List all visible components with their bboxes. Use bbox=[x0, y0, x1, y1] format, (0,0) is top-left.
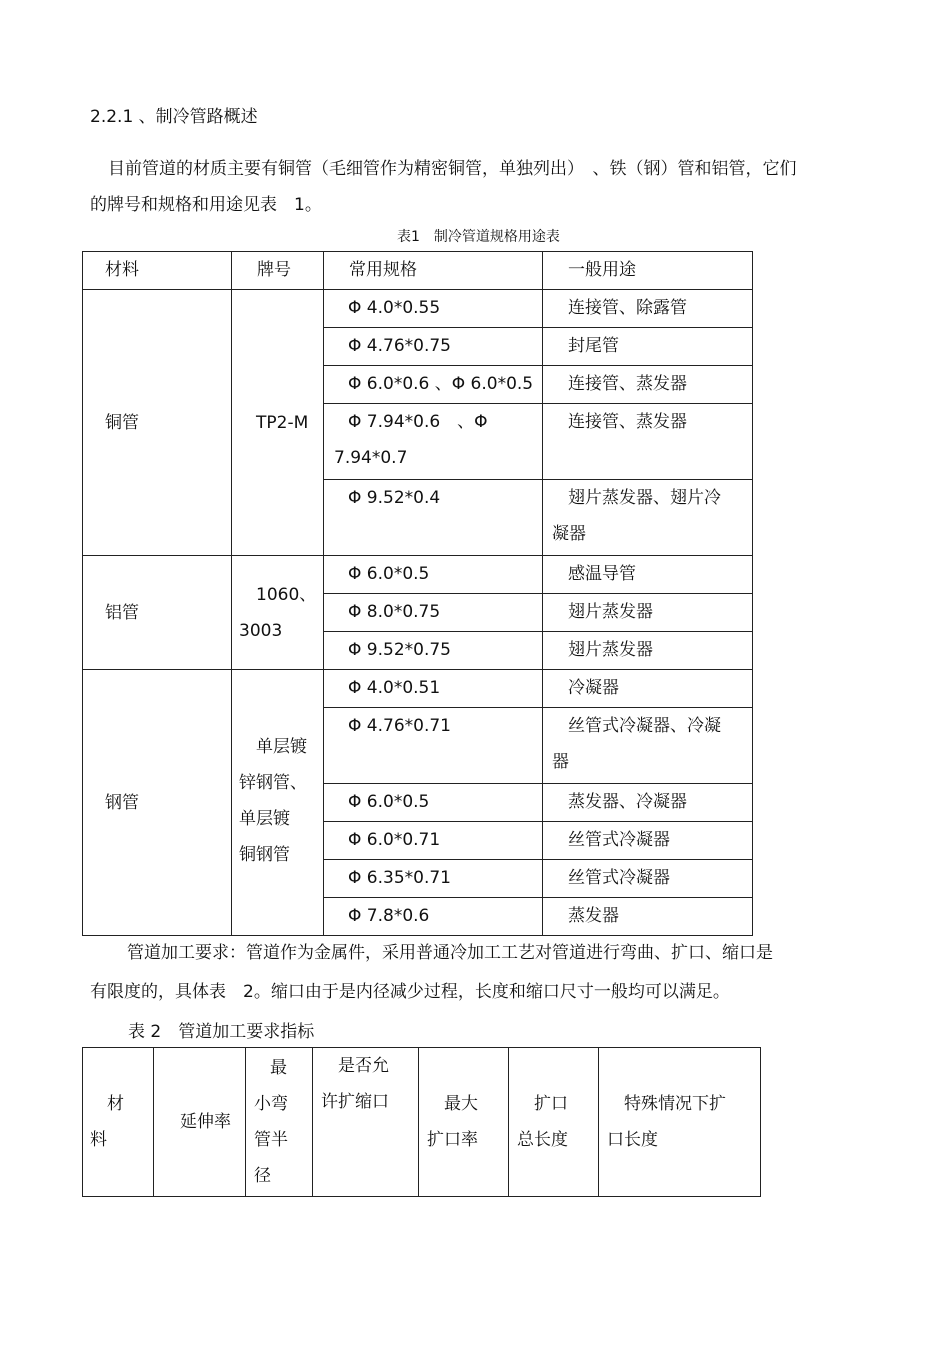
spec-cell: Φ 9.52*0.75 bbox=[324, 632, 543, 670]
header-line: 总长度 bbox=[517, 1130, 568, 1150]
use-cell: 蒸发器 bbox=[543, 898, 753, 936]
header-material: 材料 bbox=[83, 252, 232, 290]
table-row bbox=[83, 670, 753, 708]
grade-copper: TP2-M bbox=[232, 290, 324, 556]
grade-line: 单层镀 bbox=[239, 808, 290, 829]
use-cell: 蒸发器、冷凝器 bbox=[543, 784, 753, 822]
table-row bbox=[83, 556, 753, 594]
grade-aluminum bbox=[232, 556, 324, 670]
table-row bbox=[83, 290, 753, 328]
table2-caption: 表 2 管道加工要求指标 bbox=[128, 1022, 315, 1042]
use-cell bbox=[543, 480, 753, 556]
header-line: 小弯 bbox=[254, 1094, 288, 1114]
header-grade: 牌号 bbox=[232, 252, 324, 290]
header-line: 最大 bbox=[444, 1094, 478, 1114]
use-cell: 冷凝器 bbox=[543, 670, 753, 708]
spec-cell: Φ 4.76*0.71 bbox=[324, 708, 543, 784]
grade-line: 1060、 bbox=[256, 584, 317, 605]
header-use: 一般用途 bbox=[543, 252, 753, 290]
spec-cell: Φ 7.8*0.6 bbox=[324, 898, 543, 936]
header-special-flare-length bbox=[599, 1048, 761, 1197]
header-line: 材 bbox=[107, 1094, 124, 1114]
spec-cell: Φ 6.0*0.5 bbox=[324, 784, 543, 822]
spec-cell: Φ 6.0*0.6 、Φ 6.0*0.5 bbox=[324, 366, 543, 404]
use-cell: 丝管式冷凝器 bbox=[543, 822, 753, 860]
spec-cell: Φ 6.35*0.71 bbox=[324, 860, 543, 898]
intro-line-1: 目前管道的材质主要有铜管（毛细管作为精密铜管，单独列出） 、铁（钢）管和铝管，它们 bbox=[108, 159, 797, 179]
use-cell: 翅片蒸发器 bbox=[543, 594, 753, 632]
use-line: 器 bbox=[552, 752, 569, 772]
header-line: 径 bbox=[254, 1166, 271, 1186]
header-line: 口长度 bbox=[607, 1130, 658, 1150]
spec-cell: Φ 6.0*0.5 bbox=[324, 556, 543, 594]
header-line: 扩口率 bbox=[427, 1130, 478, 1150]
header-line: 管半 bbox=[254, 1130, 288, 1150]
spec-line: Φ 7.94*0.6 、Φ bbox=[348, 412, 488, 432]
use-cell: 翅片蒸发器 bbox=[543, 632, 753, 670]
table1-caption: 表1 制冷管道规格用途表 bbox=[397, 229, 560, 245]
header-line: 特殊情况下扩 bbox=[624, 1094, 726, 1114]
use-line: 凝器 bbox=[552, 524, 586, 544]
spec-cell: Φ 6.0*0.71 bbox=[324, 822, 543, 860]
grade-line: 单层镀 bbox=[256, 736, 307, 757]
use-cell: 连接管、蒸发器 bbox=[543, 366, 753, 404]
spec-cell: Φ 4.0*0.55 bbox=[324, 290, 543, 328]
grade-line: 锌钢管、 bbox=[239, 772, 307, 793]
grade-line: 3003 bbox=[239, 620, 283, 641]
processing-line-2: 有限度的，具体表 2。缩口由于是内径减少过程，长度和缩口尺寸一般均可以满足。 bbox=[90, 982, 730, 1002]
header-line: 扩口 bbox=[534, 1094, 568, 1114]
use-cell: 丝管式冷凝器 bbox=[543, 860, 753, 898]
header-line: 许扩缩口 bbox=[321, 1092, 389, 1112]
use-cell: 封尾管 bbox=[543, 328, 753, 366]
header-max-flare-rate bbox=[419, 1048, 509, 1197]
grade-steel bbox=[232, 670, 324, 936]
material-aluminum: 铝管 bbox=[83, 556, 232, 670]
spec-line: 7.94*0.7 bbox=[334, 448, 408, 468]
section-heading: 2.2.1 、制冷管路概述 bbox=[90, 107, 258, 127]
use-cell: 连接管、除露管 bbox=[543, 290, 753, 328]
spec-cell: Φ 4.76*0.75 bbox=[324, 328, 543, 366]
use-cell: 感温导管 bbox=[543, 556, 753, 594]
processing-line-1: 管道加工要求：管道作为金属件，采用普通冷加工工艺对管道进行弯曲、扩口、缩口是 bbox=[127, 943, 773, 963]
spec-cell: Φ 4.0*0.51 bbox=[324, 670, 543, 708]
use-cell: 连接管、蒸发器 bbox=[543, 404, 753, 480]
header-min-bend-radius bbox=[246, 1048, 313, 1197]
spec-cell: Φ 9.52*0.4 bbox=[324, 480, 543, 556]
header-elongation: 延伸率 bbox=[154, 1048, 246, 1197]
intro-line-2: 的牌号和规格和用途见表 1。 bbox=[90, 195, 322, 215]
use-line: 丝管式冷凝器、冷凝 bbox=[568, 716, 721, 736]
header-line: 料 bbox=[90, 1130, 107, 1150]
spec-cell bbox=[324, 404, 543, 480]
spec-cell: Φ 8.0*0.75 bbox=[324, 594, 543, 632]
header-allow-flare bbox=[313, 1048, 419, 1197]
use-line: 翅片蒸发器、翅片冷 bbox=[568, 488, 721, 508]
header-material bbox=[83, 1048, 154, 1197]
material-copper: 铜管 bbox=[83, 290, 232, 556]
material-steel: 钢管 bbox=[83, 670, 232, 936]
header-spec: 常用规格 bbox=[324, 252, 543, 290]
processing-table bbox=[82, 1047, 761, 1197]
header-flare-length bbox=[509, 1048, 599, 1197]
spec-table bbox=[82, 251, 753, 936]
table2-header-row bbox=[83, 1048, 761, 1197]
header-line: 最 bbox=[270, 1058, 287, 1078]
grade-line: 铜钢管 bbox=[239, 844, 290, 865]
use-cell bbox=[543, 708, 753, 784]
table1-header-row bbox=[83, 252, 753, 290]
header-line: 是否允 bbox=[338, 1056, 389, 1076]
